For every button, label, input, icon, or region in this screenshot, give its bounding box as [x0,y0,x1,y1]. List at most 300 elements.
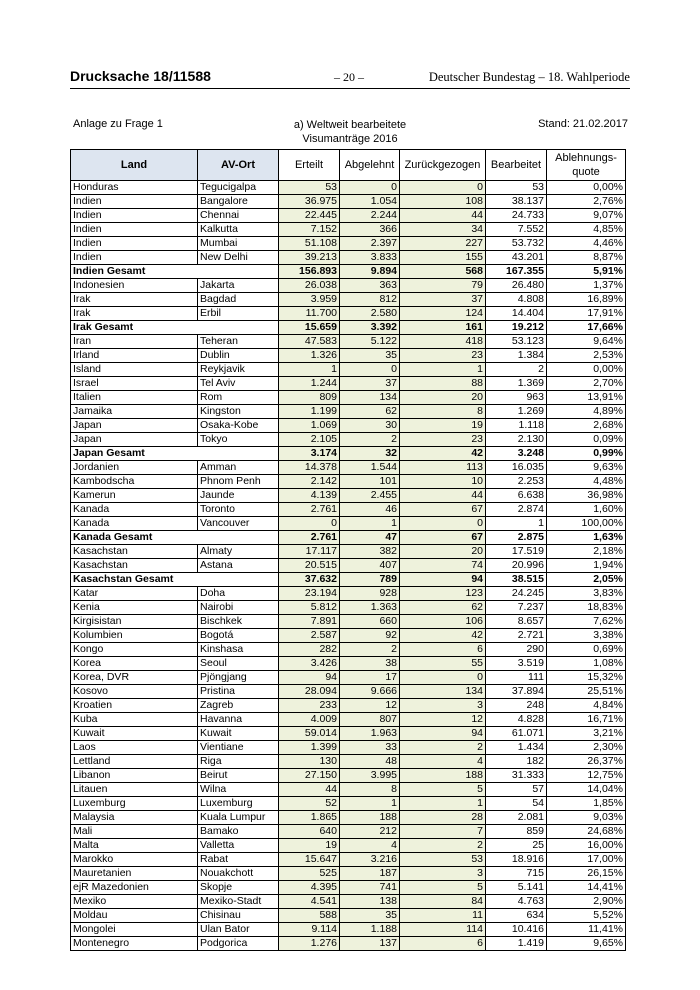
cell-abgelehnt: 3.995 [340,769,400,783]
table-header-row [71,150,626,181]
cell-zurueckgezogen: 1 [400,363,486,377]
table-row [71,461,626,475]
table-row [71,713,626,727]
cell-quote: 16,00% [547,839,626,853]
cell-abgelehnt: 35 [340,909,400,923]
cell-quote: 1,60% [547,503,626,517]
cell-bearbeitet: 1.384 [486,349,547,363]
cell-abgelehnt: 35 [340,349,400,363]
cell-land: Montenegro [71,937,198,951]
cell-bearbeitet: 1.419 [486,937,547,951]
cell-erteilt: 4.395 [279,881,340,895]
cell-quote: 3,38% [547,629,626,643]
cell-zurueckgezogen: 0 [400,181,486,195]
cell-quote: 14,41% [547,881,626,895]
cell-erteilt: 640 [279,825,340,839]
cell-av-ort: Riga [198,755,279,769]
cell-bearbeitet: 1.118 [486,419,547,433]
col-header-erteilt: Erteilt [279,150,340,181]
cell-zurueckgezogen: 7 [400,825,486,839]
title-line-2: Visumanträge 2016 [302,133,398,145]
cell-abgelehnt: 407 [340,559,400,573]
cell-land: Kuwait [71,727,198,741]
cell-bearbeitet: 38.515 [486,573,547,587]
cell-erteilt: 19 [279,839,340,853]
cell-land: Irak [71,293,198,307]
cell-quote: 1,37% [547,279,626,293]
cell-zurueckgezogen: 11 [400,909,486,923]
cell-bearbeitet: 26.480 [486,279,547,293]
cell-land: Kirgisistan [71,615,198,629]
cell-erteilt: 59.014 [279,727,340,741]
cell-abgelehnt: 33 [340,741,400,755]
cell-bearbeitet: 7.552 [486,223,547,237]
cell-bearbeitet: 2.875 [486,531,547,545]
cell-bearbeitet: 1.369 [486,377,547,391]
cell-av-ort: Pjöngjang [198,671,279,685]
table-row [71,195,626,209]
cell-av-ort: Valletta [198,839,279,853]
cell-land: Litauen [71,783,198,797]
table-row [71,237,626,251]
table-row [71,559,626,573]
table-row [71,811,626,825]
cell-abgelehnt: 1.963 [340,727,400,741]
cell-bearbeitet: 1 [486,517,547,531]
cell-abgelehnt: 1.054 [340,195,400,209]
cell-erteilt: 1 [279,363,340,377]
cell-quote: 11,41% [547,923,626,937]
cell-erteilt: 4.541 [279,895,340,909]
cell-land: Mexiko [71,895,198,909]
cell-land: Kuba [71,713,198,727]
cell-quote: 0,99% [547,447,626,461]
cell-land: Kroatien [71,699,198,713]
table-row [71,629,626,643]
cell-bearbeitet: 16.035 [486,461,547,475]
cell-erteilt: 36.975 [279,195,340,209]
cell-av-ort: New Delhi [198,251,279,265]
cell-abgelehnt: 188 [340,811,400,825]
cell-av-ort: Amman [198,461,279,475]
cell-zurueckgezogen: 3 [400,867,486,881]
cell-erteilt: 52 [279,797,340,811]
cell-bearbeitet: 4.828 [486,713,547,727]
cell-bearbeitet: 2.721 [486,629,547,643]
table-row [71,433,626,447]
cell-abgelehnt: 92 [340,629,400,643]
cell-zurueckgezogen: 88 [400,377,486,391]
table-row [71,349,626,363]
cell-erteilt: 22.445 [279,209,340,223]
cell-bearbeitet: 24.245 [486,587,547,601]
cell-quote: 9,07% [547,209,626,223]
cell-land: Jamaika [71,405,198,419]
table-row [71,601,626,615]
cell-quote: 17,91% [547,307,626,321]
cell-zurueckgezogen: 94 [400,727,486,741]
cell-abgelehnt: 4 [340,839,400,853]
cell-zurueckgezogen: 53 [400,853,486,867]
cell-quote: 15,32% [547,671,626,685]
cell-av-ort: Mumbai [198,237,279,251]
cell-zurueckgezogen: 42 [400,447,486,461]
cell-bearbeitet: 2.130 [486,433,547,447]
cell-av-ort: Dublin [198,349,279,363]
cell-erteilt: 51.108 [279,237,340,251]
cell-quote: 4,89% [547,405,626,419]
cell-abgelehnt: 17 [340,671,400,685]
cell-av-ort: Kuala Lumpur [198,811,279,825]
cell-bearbeitet: 19.212 [486,321,547,335]
cell-zurueckgezogen: 0 [400,671,486,685]
cell-zurueckgezogen: 227 [400,237,486,251]
cell-abgelehnt: 363 [340,279,400,293]
cell-bearbeitet: 54 [486,797,547,811]
cell-quote: 2,68% [547,419,626,433]
cell-abgelehnt: 2 [340,643,400,657]
cell-bearbeitet: 4.808 [486,293,547,307]
cell-quote: 18,83% [547,601,626,615]
cell-land: Mali [71,825,198,839]
cell-quote: 17,00% [547,853,626,867]
cell-zurueckgezogen: 74 [400,559,486,573]
cell-zurueckgezogen: 8 [400,405,486,419]
cell-erteilt: 1.069 [279,419,340,433]
cell-erteilt: 2.761 [279,503,340,517]
cell-zurueckgezogen: 5 [400,783,486,797]
cell-abgelehnt: 46 [340,503,400,517]
cell-land: Irak Gesamt [71,321,279,335]
anlage-label: Anlage zu Frage 1 [73,118,163,130]
col-header-zurueckgezogen: Zurückgezogen [400,150,486,181]
cell-erteilt: 94 [279,671,340,685]
table-row [71,419,626,433]
cell-land: Kasachstan Gesamt [71,573,279,587]
cell-land: Katar [71,587,198,601]
cell-quote: 9,64% [547,335,626,349]
cell-bearbeitet: 963 [486,391,547,405]
cell-av-ort: Jakarta [198,279,279,293]
cell-zurueckgezogen: 34 [400,223,486,237]
cell-land: Indien [71,223,198,237]
cell-land: Kanada [71,503,198,517]
cell-land: Libanon [71,769,198,783]
table-row [71,587,626,601]
table-row [71,797,626,811]
cell-erteilt: 2.105 [279,433,340,447]
cell-av-ort: Skopje [198,881,279,895]
cell-quote: 16,71% [547,713,626,727]
cell-bearbeitet: 290 [486,643,547,657]
cell-av-ort: Erbil [198,307,279,321]
drucksache-number: 11588 [172,68,211,84]
cell-zurueckgezogen: 4 [400,755,486,769]
cell-av-ort: Kuwait [198,727,279,741]
cell-quote: 9,65% [547,937,626,951]
cell-land: Indien [71,209,198,223]
cell-erteilt: 7.152 [279,223,340,237]
cell-av-ort: Kalkutta [198,223,279,237]
cell-abgelehnt: 9.666 [340,685,400,699]
cell-zurueckgezogen: 124 [400,307,486,321]
cell-erteilt: 44 [279,783,340,797]
cell-quote: 17,66% [547,321,626,335]
table-row [71,825,626,839]
cell-erteilt: 27.150 [279,769,340,783]
cell-abgelehnt: 3.833 [340,251,400,265]
cell-land: Kenia [71,601,198,615]
cell-av-ort: Tel Aviv [198,377,279,391]
cell-land: Indonesien [71,279,198,293]
cell-erteilt: 1.865 [279,811,340,825]
cell-zurueckgezogen: 10 [400,475,486,489]
cell-av-ort: Luxemburg [198,797,279,811]
table-row [71,489,626,503]
table-row [71,657,626,671]
cell-bearbeitet: 31.333 [486,769,547,783]
cell-zurueckgezogen: 6 [400,937,486,951]
cell-land: Lettland [71,755,198,769]
table-row [71,391,626,405]
cell-bearbeitet: 61.071 [486,727,547,741]
cell-bearbeitet: 715 [486,867,547,881]
cell-zurueckgezogen: 84 [400,895,486,909]
cell-bearbeitet: 20.996 [486,559,547,573]
cell-bearbeitet: 10.416 [486,923,547,937]
cell-erteilt: 15.659 [279,321,340,335]
cell-zurueckgezogen: 418 [400,335,486,349]
cell-land: Honduras [71,181,198,195]
cell-av-ort: Reykjavik [198,363,279,377]
cell-quote: 0,09% [547,433,626,447]
cell-land: Japan [71,419,198,433]
table-total-row [71,531,626,545]
cell-av-ort: Almaty [198,545,279,559]
table-row [71,769,626,783]
cell-land: Japan [71,433,198,447]
cell-bearbeitet: 57 [486,783,547,797]
cell-abgelehnt: 187 [340,867,400,881]
cell-quote: 3,21% [547,727,626,741]
cell-land: Kasachstan [71,545,198,559]
cell-erteilt: 130 [279,755,340,769]
cell-av-ort: Kingston [198,405,279,419]
cell-erteilt: 4.009 [279,713,340,727]
cell-av-ort: Nairobi [198,601,279,615]
cell-av-ort: Nouakchott [198,867,279,881]
table-row [71,867,626,881]
cell-zurueckgezogen: 23 [400,349,486,363]
title-line-1: a) Weltweit bearbeitete [293,119,407,131]
cell-abgelehnt: 1.544 [340,461,400,475]
cell-erteilt: 2.761 [279,531,340,545]
table-total-row [71,447,626,461]
cell-zurueckgezogen: 94 [400,573,486,587]
cell-abgelehnt: 741 [340,881,400,895]
cell-abgelehnt: 212 [340,825,400,839]
col-header-bearbeitet: Bearbeitet [486,150,547,181]
cell-erteilt: 525 [279,867,340,881]
table-total-row [71,573,626,587]
table-row [71,517,626,531]
cell-land: Marokko [71,853,198,867]
cell-erteilt: 26.038 [279,279,340,293]
cell-land: Kasachstan [71,559,198,573]
cell-zurueckgezogen: 20 [400,545,486,559]
table-row [71,545,626,559]
cell-land: Malaysia [71,811,198,825]
cell-zurueckgezogen: 155 [400,251,486,265]
table-row [71,209,626,223]
cell-abgelehnt: 62 [340,405,400,419]
cell-abgelehnt: 660 [340,615,400,629]
cell-av-ort: Ulan Bator [198,923,279,937]
cell-zurueckgezogen: 108 [400,195,486,209]
table-row [71,895,626,909]
table-row [71,839,626,853]
cell-av-ort: Toronto [198,503,279,517]
cell-av-ort: Zagreb [198,699,279,713]
cell-erteilt: 23.194 [279,587,340,601]
table-row [71,377,626,391]
stand-date: Stand: 21.02.2017 [538,118,628,130]
cell-quote: 0,00% [547,363,626,377]
cell-erteilt: 11.700 [279,307,340,321]
cell-bearbeitet: 6.638 [486,489,547,503]
cell-bearbeitet: 43.201 [486,251,547,265]
cell-abgelehnt: 8 [340,783,400,797]
table-row [71,643,626,657]
cell-bearbeitet: 2.253 [486,475,547,489]
cell-abgelehnt: 366 [340,223,400,237]
table-row [71,755,626,769]
cell-erteilt: 809 [279,391,340,405]
cell-erteilt: 3.426 [279,657,340,671]
cell-land: Kambodscha [71,475,198,489]
cell-erteilt: 1.326 [279,349,340,363]
cell-av-ort: Rabat [198,853,279,867]
cell-land: Luxemburg [71,797,198,811]
cell-bearbeitet: 634 [486,909,547,923]
cell-zurueckgezogen: 114 [400,923,486,937]
cell-av-ort: Chennai [198,209,279,223]
cell-av-ort: Tokyo [198,433,279,447]
cell-land: Japan Gesamt [71,447,279,461]
cell-erteilt: 3.959 [279,293,340,307]
cell-zurueckgezogen: 3 [400,699,486,713]
cell-bearbeitet: 18.916 [486,853,547,867]
table-row [71,181,626,195]
cell-zurueckgezogen: 568 [400,265,486,279]
cell-abgelehnt: 9.894 [340,265,400,279]
cell-quote: 8,87% [547,251,626,265]
cell-bearbeitet: 2 [486,363,547,377]
cell-erteilt: 9.114 [279,923,340,937]
cell-abgelehnt: 2.580 [340,307,400,321]
table-row [71,909,626,923]
table-row [71,363,626,377]
table-row [71,727,626,741]
cell-abgelehnt: 1 [340,797,400,811]
cell-av-ort: Jaunde [198,489,279,503]
cell-land: Indien Gesamt [71,265,279,279]
cell-bearbeitet: 1.269 [486,405,547,419]
cell-zurueckgezogen: 79 [400,279,486,293]
cell-erteilt: 15.647 [279,853,340,867]
cell-bearbeitet: 248 [486,699,547,713]
cell-abgelehnt: 0 [340,181,400,195]
institution: Deutscher Bundestag – 18. Wahlperiode [428,70,630,84]
cell-av-ort: Mexiko-Stadt [198,895,279,909]
cell-bearbeitet: 14.404 [486,307,547,321]
table-row [71,503,626,517]
cell-av-ort: Beirut [198,769,279,783]
table-row [71,741,626,755]
table-row [71,937,626,951]
cell-land: Mongolei [71,923,198,937]
cell-zurueckgezogen: 188 [400,769,486,783]
cell-av-ort: Bogotá [198,629,279,643]
table-total-row [71,321,626,335]
cell-av-ort: Bischkek [198,615,279,629]
table-row [71,335,626,349]
cell-land: Irak [71,307,198,321]
cell-quote: 2,53% [547,349,626,363]
cell-bearbeitet: 7.237 [486,601,547,615]
cell-av-ort: Chisinau [198,909,279,923]
cell-abgelehnt: 38 [340,657,400,671]
cell-zurueckgezogen: 0 [400,517,486,531]
cell-bearbeitet: 167.355 [486,265,547,279]
cell-erteilt: 233 [279,699,340,713]
cell-quote: 1,08% [547,657,626,671]
cell-zurueckgezogen: 134 [400,685,486,699]
cell-bearbeitet: 4.763 [486,895,547,909]
table-row [71,615,626,629]
cell-land: Indien [71,195,198,209]
table-row [71,475,626,489]
cell-quote: 100,00% [547,517,626,531]
cell-zurueckgezogen: 123 [400,587,486,601]
cell-bearbeitet: 25 [486,839,547,853]
cell-erteilt: 53 [279,181,340,195]
cell-land: Iran [71,335,198,349]
cell-abgelehnt: 3.392 [340,321,400,335]
cell-land: ejR Mazedonien [71,881,198,895]
cell-erteilt: 17.117 [279,545,340,559]
cell-abgelehnt: 3.216 [340,853,400,867]
cell-quote: 25,51% [547,685,626,699]
cell-zurueckgezogen: 6 [400,643,486,657]
table-row [71,405,626,419]
cell-land: Kamerun [71,489,198,503]
cell-bearbeitet: 1.434 [486,741,547,755]
cell-land: Kanada Gesamt [71,531,279,545]
cell-quote: 2,18% [547,545,626,559]
drucksache-prefix: Drucksache 18/ [70,68,173,84]
cell-quote: 0,69% [547,643,626,657]
cell-quote: 12,75% [547,769,626,783]
cell-land: Kanada [71,517,198,531]
cell-land: Indien [71,237,198,251]
cell-zurueckgezogen: 2 [400,839,486,853]
cell-land: Irland [71,349,198,363]
header-rule [70,88,630,89]
table-row [71,783,626,797]
cell-bearbeitet: 859 [486,825,547,839]
cell-zurueckgezogen: 55 [400,657,486,671]
